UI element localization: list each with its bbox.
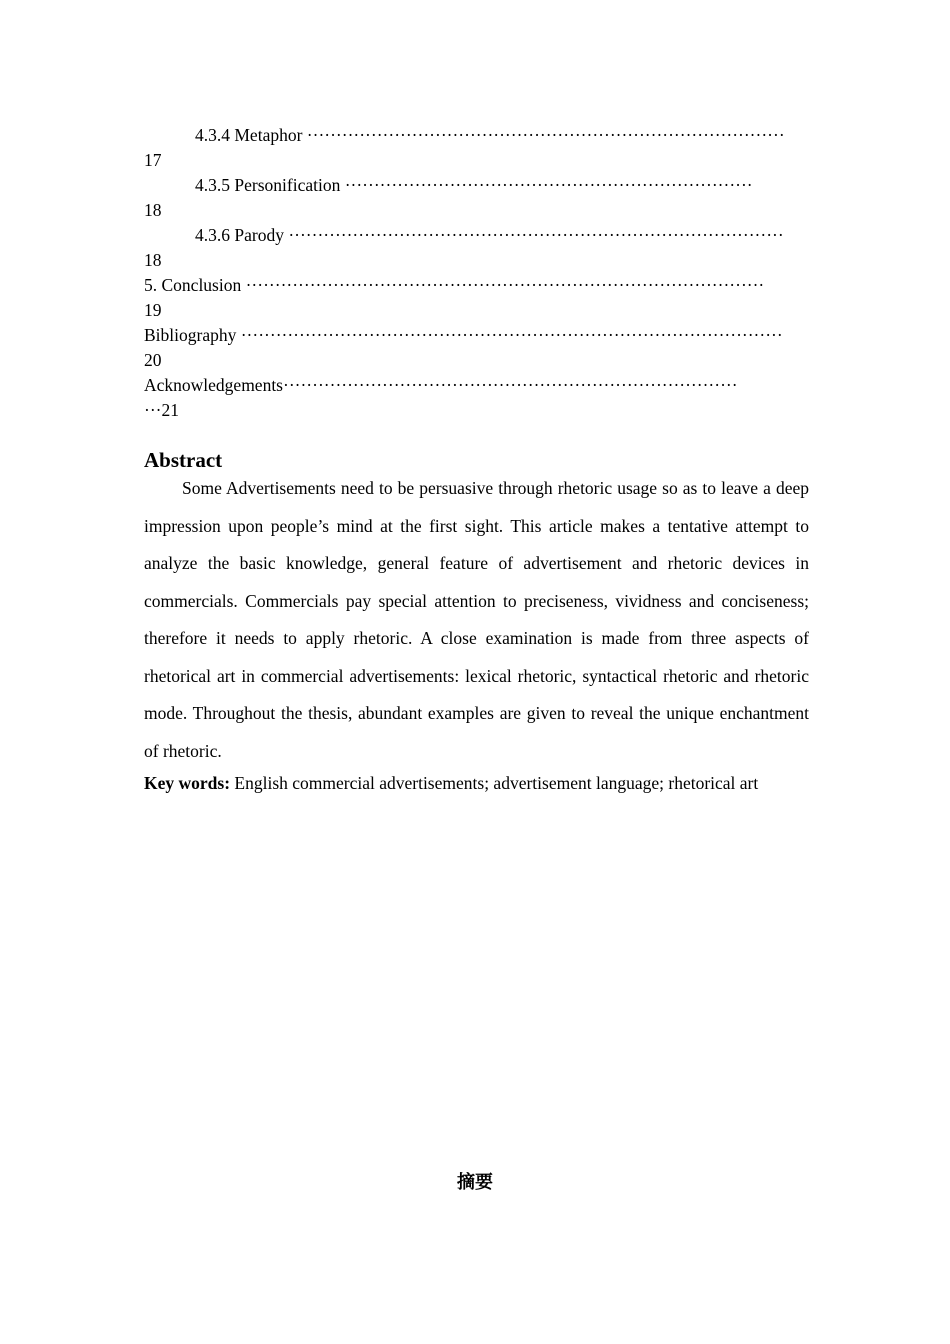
abstract-heading: Abstract xyxy=(144,448,223,472)
toc-entry-acknowledgements[interactable]: Acknowledgements·············································································· xyxy=(144,375,738,395)
toc-page-number: 18 xyxy=(144,250,162,270)
keywords-paragraph xyxy=(144,765,809,803)
keywords-text: English commercial advertisements; advertisement language; rhetorical art xyxy=(230,773,759,793)
chinese-abstract-heading: 摘要 xyxy=(457,1172,493,1193)
toc-page-number: 20 xyxy=(144,350,162,370)
toc-entry-conclusion[interactable]: 5. Conclusion ························································································· xyxy=(144,275,765,295)
toc-page-number: 18 xyxy=(144,200,162,220)
abstract-body: Some Advertisements need to be persuasive through rhetoric usage so as to leave a deep impression upon people’s mind at the first sight. This article makes a tentative attempt to analyze the basic knowledge, general feature of advertisement and rhetoric devices in commercials. Commercials pay special attention to preciseness, vividness and conciseness; therefore it needs to apply rhetoric. A close examination is made from three aspects of rhetorical art in commercial advertisements: lexical rhetoric, syntactical rhetoric and rhetoric mode. Throughout the thesis, abundant examples are given to reveal the unique enchantment of rhetoric. xyxy=(144,478,809,761)
abstract-section xyxy=(144,446,809,803)
toc-entry-metaphor[interactable]: 4.3.4 Metaphor ·················································································· xyxy=(195,125,785,145)
toc-entry-parody[interactable]: 4.3.6 Parody ····················································································· xyxy=(195,225,784,245)
toc-entry-bibliography[interactable]: Bibliography ····························································································· xyxy=(144,325,783,345)
table-of-contents xyxy=(144,123,814,423)
toc-page-number: ···21 xyxy=(144,400,179,420)
keywords-label: Key words: xyxy=(144,773,231,793)
toc-page-number: 17 xyxy=(144,150,162,170)
toc-entry-personification[interactable]: 4.3.5 Personification ······································································ xyxy=(195,175,753,195)
toc-page-number: 19 xyxy=(144,300,162,320)
